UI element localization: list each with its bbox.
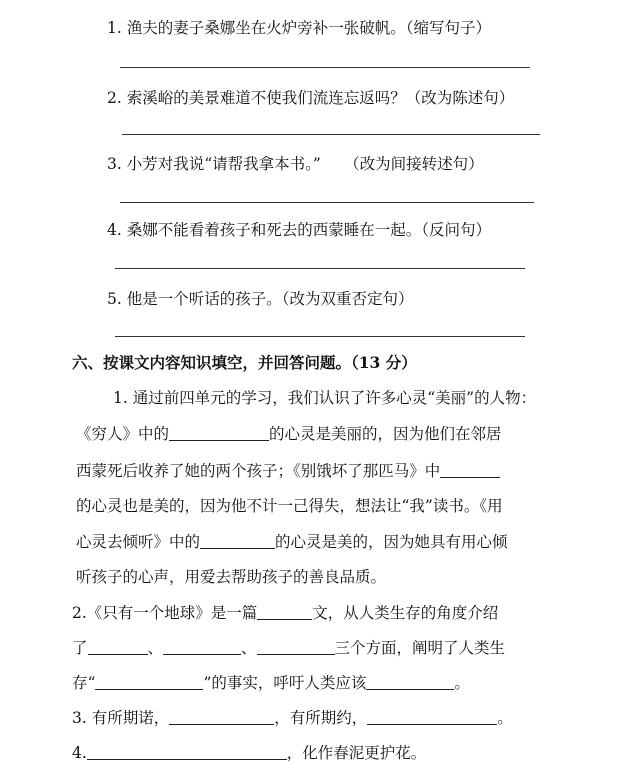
answer-line-4[interactable] xyxy=(115,268,525,269)
text: 2.《只有一个地球》是一篇 xyxy=(72,604,258,622)
blank-appeal[interactable] xyxy=(366,675,454,690)
text: 、 xyxy=(241,639,257,657)
section6-q2-line1 xyxy=(72,603,498,623)
text: 西蒙死后收养了她的两个孩子；《别饿坏了那匹马》中 xyxy=(76,462,441,480)
section6-q2-line3 xyxy=(72,673,470,693)
answer-line-3[interactable] xyxy=(120,202,534,203)
text: 。 xyxy=(497,709,513,727)
text: 的心灵是美的，因为她具有用心倾 xyxy=(275,533,508,551)
answer-line-2[interactable] xyxy=(122,134,540,135)
blank-aspect-2[interactable] xyxy=(163,640,241,655)
section-6-title: 六、按课文内容知识填空，并回答问题。（13 分） xyxy=(72,353,417,372)
text: 存“ xyxy=(72,674,96,692)
section6-p1-line5 xyxy=(76,532,508,552)
blank-qiong-ren-name[interactable] xyxy=(169,426,269,441)
blank-genre[interactable] xyxy=(257,605,312,620)
blank-aspect-1[interactable] xyxy=(88,640,148,655)
text: ，有所期约， xyxy=(274,709,368,727)
question-4-text: 4. 桑娜不能看着孩子和死去的西蒙睡在一起。（反问句） xyxy=(107,221,491,239)
blank-aspect-3[interactable] xyxy=(257,640,335,655)
section6-q2-line2 xyxy=(72,638,505,658)
text: 、 xyxy=(147,639,164,657)
section6-p1-line3 xyxy=(76,461,500,481)
question-5-text: 5. 他是一个听话的孩子。（改为双重否定句） xyxy=(107,290,414,308)
text: 3. 有所期诺， xyxy=(72,709,170,727)
section6-p1-line6: 听孩子的心声，用爱去帮助孩子的善良品质。 xyxy=(76,568,387,586)
blank-horse-story-name[interactable] xyxy=(440,463,500,478)
question-2-text: 2. 索溪峪的美景难道不使我们流连忘返吗？（改为陈述句） xyxy=(107,89,515,107)
section6-q3 xyxy=(72,708,513,728)
text: 的心灵是美丽的，因为他们在邻居 xyxy=(269,425,502,443)
text: 了 xyxy=(72,639,88,657)
answer-line-1[interactable] xyxy=(120,67,530,68)
question-3-text: 3. 小芳对我说“请帮我拿本书。” （改为间接转述句） xyxy=(107,155,484,173)
text: 心灵去倾听》中的 xyxy=(76,533,201,551)
blank-fact[interactable] xyxy=(95,675,203,690)
text: 文，从人类生存的角度介绍 xyxy=(312,604,499,622)
section6-p1-line4: 的心灵也是美的，因为他不计一己得失，想法让“我”读书。《用 xyxy=(76,497,503,515)
blank-q3-2[interactable] xyxy=(367,710,497,725)
text: ”的事实，呼吁人类应该 xyxy=(203,674,367,692)
section6-q4 xyxy=(72,743,426,763)
question-1-text: 1. 渔夫的妻子桑娜坐在火炉旁补一张破帆。（缩写句子） xyxy=(107,19,491,37)
answer-line-5[interactable] xyxy=(115,336,525,337)
text: 《穷人》中的 xyxy=(76,425,170,443)
text: ，化作春泥更护花。 xyxy=(286,744,427,762)
section6-p1-line1: 1. 通过前四单元的学习，我们认识了许多心灵“美丽”的人物： xyxy=(113,389,537,407)
blank-listen-story-name[interactable] xyxy=(200,534,275,549)
blank-q3-1[interactable] xyxy=(169,710,274,725)
text: 4. xyxy=(72,744,87,762)
section6-p1-line2 xyxy=(76,424,502,444)
text: 。 xyxy=(454,674,470,692)
blank-q4[interactable] xyxy=(87,745,287,760)
text: 三个方面，阐明了人类生 xyxy=(334,639,506,657)
